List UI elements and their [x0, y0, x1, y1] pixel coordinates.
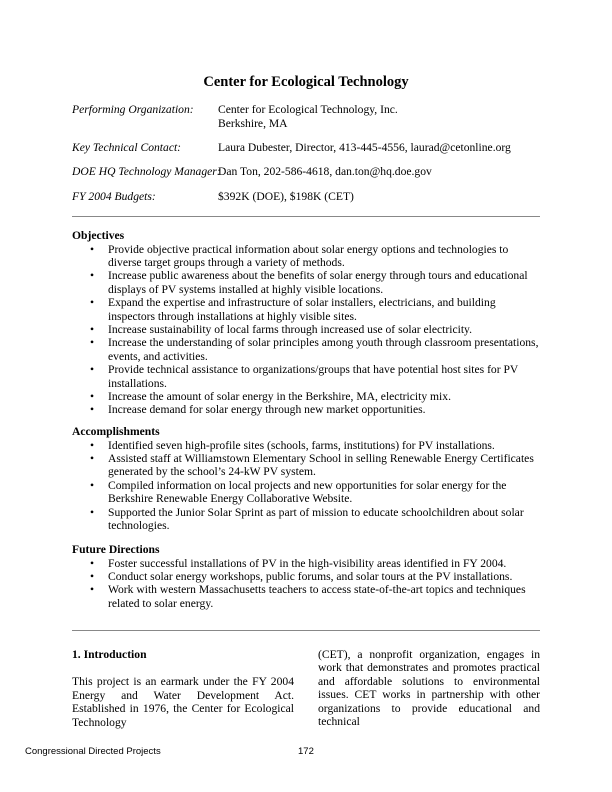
list-item-text: Supported the Junior Solar Sprint as part of mission to educate schoolchildren about solar technologies.: [108, 505, 524, 532]
page-title: Center for Ecological Technology: [203, 74, 409, 90]
divider: [72, 216, 540, 217]
list-item: [72, 243, 540, 270]
bullet-icon: •: [90, 505, 95, 519]
page-number: 172: [298, 746, 314, 757]
bullet-icon: •: [90, 569, 95, 583]
list-item: [72, 363, 540, 390]
list-item: [72, 296, 540, 323]
info-label: FY 2004 Budgets:: [72, 190, 156, 203]
bullet-icon: •: [90, 556, 95, 570]
section-heading: Objectives: [72, 229, 125, 242]
future-directions-section: [72, 543, 540, 610]
bullet-list: [72, 243, 540, 417]
list-item: [72, 452, 540, 479]
accomplishments-section: [72, 425, 540, 532]
info-label: Key Technical Contact:: [72, 141, 182, 154]
list-item: [72, 583, 540, 610]
section-heading: 1. Introduction: [72, 648, 147, 661]
list-item: [72, 570, 540, 583]
list-item: [72, 403, 540, 416]
list-item: [72, 336, 540, 363]
list-item-text: Increase sustainability of local farms through increased use of solar electricity.: [108, 322, 472, 336]
bullet-icon: •: [90, 451, 95, 465]
objectives-section: [72, 229, 540, 417]
info-value: [218, 103, 398, 130]
bullet-icon: •: [90, 336, 95, 350]
bullet-icon: •: [90, 438, 95, 452]
list-item-text: Provide objective practical information about solar energy options and technologies to diverse target groups through a variety of methods.: [108, 242, 509, 269]
org-location: Berkshire, MA: [218, 116, 288, 130]
bullet-list: [72, 557, 540, 611]
list-item-text: Work with western Massachusetts teachers to access state-of-the-art topics and techniques related to solar energy.: [108, 583, 526, 610]
list-item: [72, 269, 540, 296]
org-name: Center for Ecological Technology, Inc.: [218, 103, 398, 116]
info-label: DOE HQ Technology Manager:: [72, 165, 221, 178]
info-label: Performing Organization:: [72, 103, 194, 116]
list-item-text: Increase public awareness about the benefits of solar energy through tours and educational displays of PV systems installed at highly visible locations.: [108, 269, 528, 296]
list-item-text: Conduct solar energy workshops, public forums, and solar tours at the PV installations.: [108, 569, 513, 583]
list-item: [72, 439, 540, 452]
list-item: [72, 479, 540, 506]
list-item-text: Increase the understanding of solar principles among youth through classroom presentations, events, and activities.: [108, 336, 539, 363]
list-item: [72, 506, 540, 533]
section-heading: Future Directions: [72, 543, 160, 556]
bullet-icon: •: [90, 478, 95, 492]
right-column: (CET), a nonprofit organization, engages in work that demonstrates and promotes practical and affordable solutions to environmental issues. CET works in partnership with other organizations to provide educational and technical: [318, 648, 540, 729]
bullet-icon: •: [90, 389, 95, 403]
info-value: $392K (DOE), $198K (CET): [218, 190, 354, 203]
bullet-icon: •: [90, 242, 95, 256]
left-column: [72, 648, 294, 729]
list-item-text: Compiled information on local projects and new opportunities for solar energy for the Berkshire Renewable Energy Collaborative Website.: [108, 478, 507, 506]
list-item-text: Increase demand for solar energy through new market opportunities.: [108, 403, 426, 417]
list-item-text: Increase the amount of solar energy in the Berkshire, MA, electricity mix.: [108, 389, 451, 403]
list-item: [72, 390, 540, 403]
list-item-text: Identified seven high-profile sites (schools, farms, institutions) for PV installations.: [108, 438, 495, 452]
list-item-text: Provide technical assistance to organizations/groups that have potential host sites for PV installations.: [108, 363, 519, 390]
section-heading: Accomplishments: [72, 425, 160, 438]
info-value: Dan Ton, 202-586-4618, dan.ton@hq.doe.gov: [218, 165, 432, 178]
bullet-icon: •: [90, 296, 95, 310]
footer-title: Congressional Directed Projects: [25, 746, 161, 757]
list-item: [72, 323, 540, 336]
list-item: [72, 557, 540, 570]
bullet-list: [72, 439, 540, 533]
bullet-icon: •: [90, 583, 95, 597]
divider: [72, 630, 540, 631]
introduction-section: [72, 648, 540, 729]
list-item-text: Foster successful installations of PV in the high-visibility areas identified in FY 2004.: [108, 556, 507, 570]
bullet-icon: •: [90, 269, 95, 283]
bullet-icon: •: [90, 363, 95, 377]
paragraph: This project is an earmark under the FY 2004 Energy and Water Development Act. Established in 1976, the Center for Ecological Technology: [72, 675, 294, 729]
list-item-text: Assisted staff at Williamstown Elementary School in selling Renewable Energy Certificates generated by the school’s 24-kW PV system.: [108, 451, 534, 479]
info-value: Laura Dubester, Director, 413-445-4556, laurad@cetonline.org: [218, 141, 511, 154]
list-item-text: Expand the expertise and infrastructure of solar installers, electricians, and building inspectors through installations at highly visible sites.: [108, 296, 496, 323]
bullet-icon: •: [90, 403, 95, 417]
bullet-icon: •: [90, 322, 95, 336]
